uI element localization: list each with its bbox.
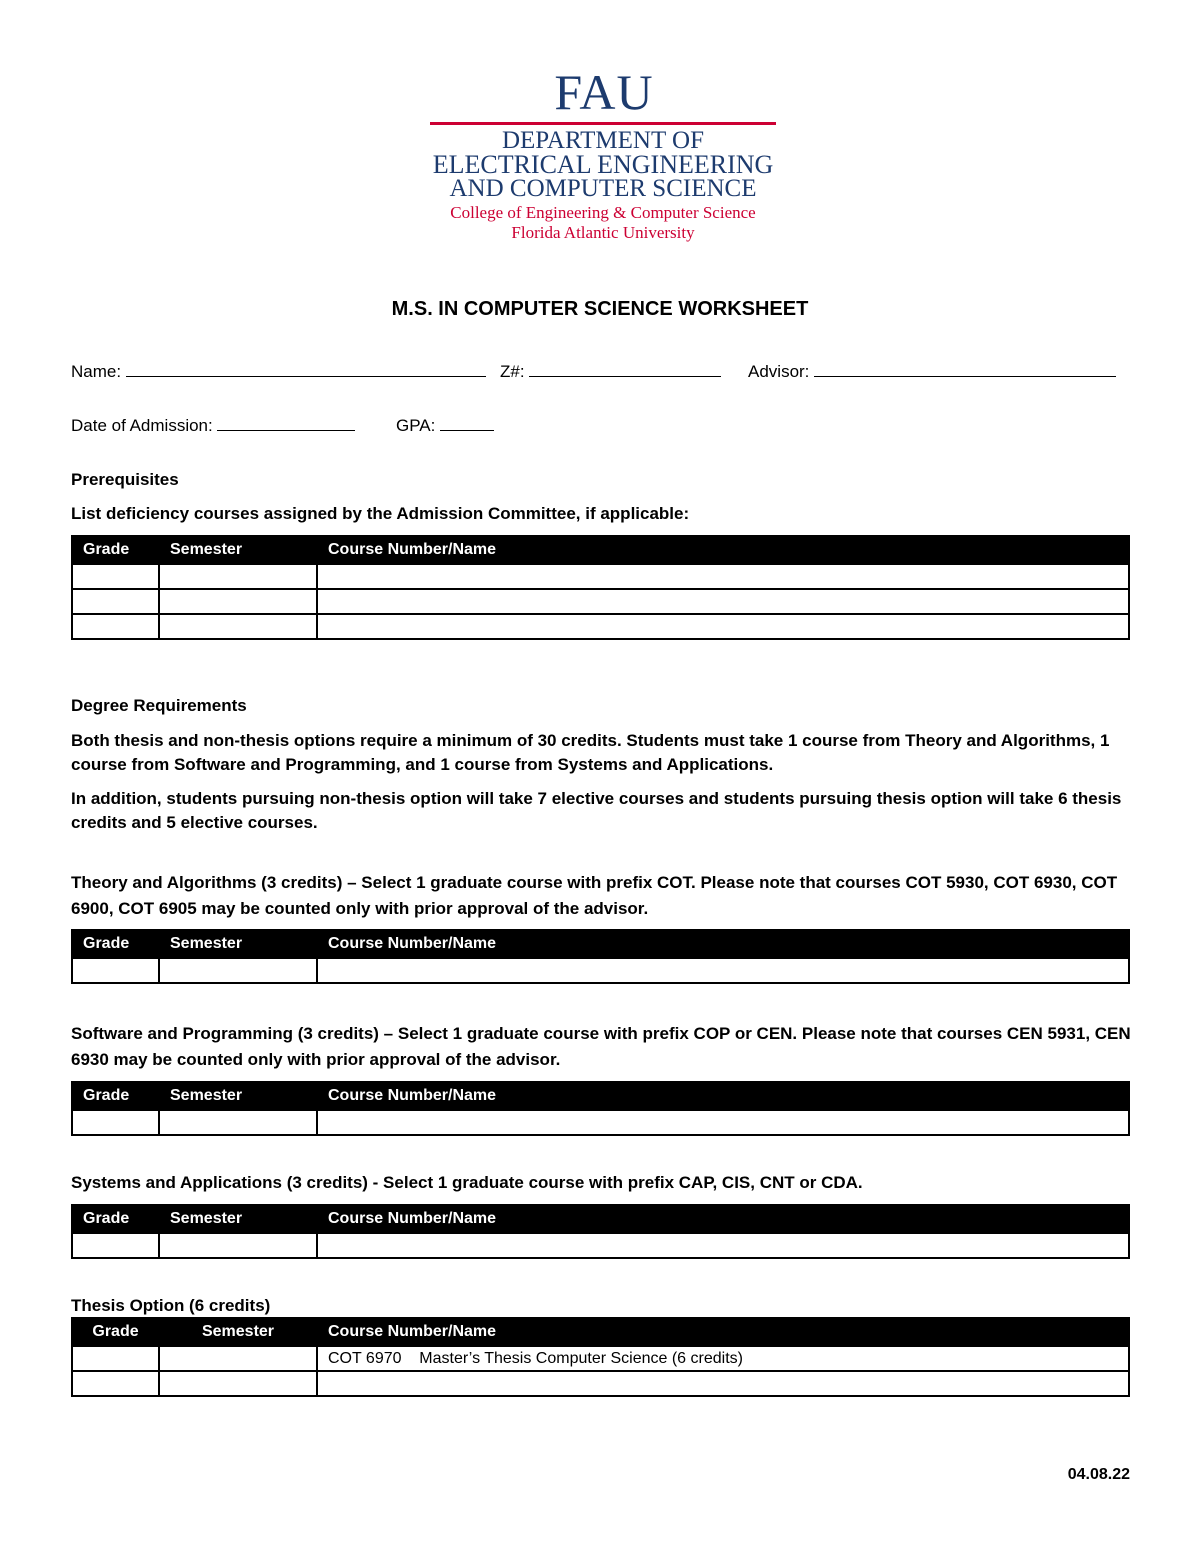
systems-applications-table [71,1204,1130,1259]
logo-college: College of Engineering & Computer Science [450,203,756,222]
grade-cell[interactable] [72,614,159,639]
semester-cell[interactable] [159,1346,317,1371]
grade-header: Grade [72,1318,159,1346]
semester-header: Semester [159,930,317,958]
advisor-field[interactable] [748,360,1116,383]
grade-cell[interactable] [72,564,159,589]
prerequisites-heading: Prerequisites [71,470,179,489]
thesis-option-heading: Thesis Option (6 credits) [71,1296,271,1315]
prerequisites-instruction: List deficiency courses assigned by the Admission Committee, if applicable: [71,504,690,523]
table-header-row [72,536,1129,564]
semester-cell[interactable] [159,1110,317,1135]
grade-cell[interactable] [72,958,159,983]
table-row [72,614,1129,639]
grade-cell[interactable] [72,1371,159,1396]
table-row [72,1110,1129,1135]
table-row [72,1371,1129,1396]
thesis-course-cell: COT 6970 Master’s Thesis Computer Science (6 credits) [317,1346,1129,1371]
course-header: Course Number/Name [317,1205,1129,1233]
revision-date: 04.08.22 [1067,1466,1130,1483]
logo-red-rule [430,122,776,125]
prerequisites-table [71,535,1130,640]
table-header-row [72,1082,1129,1110]
z-number-blank[interactable] [529,360,721,377]
course-cell[interactable] [317,1371,1129,1396]
software-programming-heading: Software and Programming (3 credits) – Select 1 graduate course with prefix COP or CEN. Please note that courses CEN 5931, CEN 6930 may be counted only with prior approval of the advisor. [71,1024,1131,1069]
course-cell[interactable] [317,589,1129,614]
logo-department-line-2: ELECTRICAL ENGINEERING [432,150,774,179]
course-header: Course Number/Name [317,1082,1129,1110]
grade-header: Grade [72,1082,159,1110]
logo-university: Florida Atlantic University [511,223,695,242]
name-label: Name: [71,362,122,381]
semester-header: Semester [159,1082,317,1110]
gpa-blank[interactable] [440,414,494,431]
table-row [72,1346,1129,1371]
semester-cell[interactable] [159,564,317,589]
course-cell[interactable] [317,958,1129,983]
gpa-field[interactable] [396,414,494,437]
grade-cell[interactable] [72,1346,159,1371]
table-row [72,958,1129,983]
advisor-blank[interactable] [814,360,1116,377]
admission-date-field[interactable] [71,414,355,437]
fau-logo-mark: FAU [554,64,654,120]
grade-cell[interactable] [72,1110,159,1135]
semester-header: Semester [159,1205,317,1233]
logo-department-line-1: DEPARTMENT OF [501,127,704,154]
thesis-option-table [71,1317,1130,1397]
software-programming-table [71,1081,1130,1136]
semester-cell[interactable] [159,1233,317,1258]
semester-cell[interactable] [159,614,317,639]
course-header: Course Number/Name [317,536,1129,564]
grade-header: Grade [72,1205,159,1233]
semester-cell[interactable] [159,589,317,614]
semester-cell[interactable] [159,958,317,983]
degree-requirements-paragraph-2: In addition, students pursuing non-thesis option will take 7 elective courses and students pursuing thesis option will take 6 thesis credits and 5 elective courses. [71,789,1122,832]
course-cell[interactable] [317,1110,1129,1135]
table-row [72,589,1129,614]
course-cell[interactable] [317,1233,1129,1258]
page-title: M.S. IN COMPUTER SCIENCE WORKSHEET [391,298,809,320]
semester-header: Semester [159,536,317,564]
table-header-row [72,930,1129,958]
fau-department-logo [430,66,776,246]
table-header-row [72,1205,1129,1233]
grade-cell[interactable] [72,589,159,614]
systems-applications-heading: Systems and Applications (3 credits) - Select 1 graduate course with prefix CAP, CIS, CNT or CDA. [71,1173,863,1192]
table-header-row [72,1318,1129,1346]
grade-cell[interactable] [72,1233,159,1258]
degree-requirements-paragraph-1: Both thesis and non-thesis options require a minimum of 30 credits. Students must take 1 course from Theory and Algorithms, 1 course from Software and Programming, and 1 course from Systems and Applications. [71,731,1110,774]
name-field[interactable] [71,360,486,383]
theory-algorithms-table [71,929,1130,984]
z-number-field[interactable] [500,360,721,383]
course-cell[interactable] [317,564,1129,589]
table-row [72,1233,1129,1258]
degree-requirements-heading: Degree Requirements [71,696,247,715]
grade-header: Grade [72,536,159,564]
advisor-label: Advisor: [748,362,810,381]
admission-date-label: Date of Admission: [71,416,213,435]
table-row [72,564,1129,589]
theory-algorithms-heading: Theory and Algorithms (3 credits) – Select 1 graduate course with prefix COT. Please note that courses COT 5930, COT 6930, COT 6900, COT 6905 may be counted only with prior approval of the advisor. [71,873,1118,918]
gpa-label: GPA: [396,416,436,435]
semester-header: Semester [159,1318,317,1346]
name-blank[interactable] [126,360,486,377]
admission-date-blank[interactable] [217,414,355,431]
course-cell[interactable] [317,614,1129,639]
course-header: Course Number/Name [317,930,1129,958]
logo-department-line-3: AND COMPUTER SCIENCE [449,175,757,202]
z-number-label: Z#: [500,362,525,381]
grade-header: Grade [72,930,159,958]
course-header: Course Number/Name [317,1318,1129,1346]
semester-cell[interactable] [159,1371,317,1396]
